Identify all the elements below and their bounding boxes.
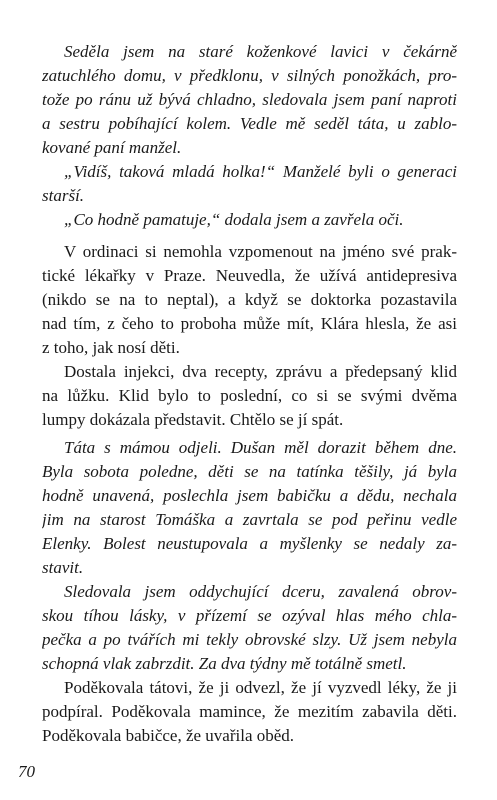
text-line: skou tíhou lásky, v přízemí se ozýval hlas mého chla- [42, 606, 457, 625]
text-line: schopná vlak zabrzdit. Za dva týdny mě totálně smetl. [42, 654, 407, 673]
text-line: Elenky. Bolest neustupovala a myšlenky se nedaly za- [42, 534, 457, 553]
text-line: jim na starost Tomáška a zavrtala se pod peřinu vedle [42, 510, 457, 529]
italic-passage-saturday [42, 436, 457, 676]
italic-passage-waiting-room [42, 40, 457, 232]
text-line: Poděkovala tátovi, že ji odvezl, že jí vyzvedl léky, že ji [64, 678, 457, 697]
text-line: tické lékařky v Praze. Neuvedla, že užívá antidepresiva [42, 266, 457, 285]
text-line: Byla sobota poledne, děti se na tatínka těšily, já byla [42, 462, 457, 481]
text-line: Sledovala jsem oddychující dceru, zavalená obrov- [64, 582, 457, 601]
text-line: nad tím, z čeho to proboha může mít, Klára hlesla, že asi [42, 314, 457, 333]
text-line: „Vidíš, taková mladá holka!“ Manželé byli o generaci [64, 162, 457, 181]
text-line: Seděla jsem na staré koženkové lavici v čekárně [64, 42, 457, 61]
text-line: na lůžku. Klid bylo to poslední, co si se svými dvěma [42, 386, 457, 405]
text-line: starší. [42, 186, 85, 205]
text-line: podpíral. Poděkovala mamince, že mezitím zabavila děti. [42, 702, 457, 721]
text-line: a sestru pobíhající kolem. Vedle mě seděl táta, u zablo- [42, 114, 457, 133]
narrative-passage-doctor [42, 240, 457, 432]
text-line: Dostala injekci, dva recepty, zprávu a předepsaný klid [64, 362, 457, 381]
text-line: (nikdo se na to neptal), a když se doktorka pozastavila [42, 290, 457, 309]
text-line: pečka a po tvářích mi tekly obrovské slzy. Už jsem nebyla [42, 630, 457, 649]
text-line: V ordinaci si nemohla vzpomenout na jméno své prak- [64, 242, 457, 261]
text-line: lumpy dokázala představit. Chtělo se jí spát. [42, 410, 344, 429]
text-line: kované paní manžel. [42, 138, 182, 157]
text-line: Táta s mámou odjeli. Dušan měl dorazit během dne. [64, 438, 457, 457]
text-line: stavit. [42, 558, 84, 577]
text-line: z toho, jak nosí děti. [42, 338, 180, 357]
text-line: tože po ránu už bývá chladno, sledovala jsem paní naproti [42, 90, 457, 109]
text-line: Poděkovala babičce, že uvařila oběd. [42, 726, 295, 745]
narrative-passage-thanks [42, 676, 457, 748]
page-number: 70 [18, 762, 35, 781]
text-line: hodně unavená, poslechla jsem babičku a dědu, nechala [42, 486, 457, 505]
text-line: zatuchlého domu, v předklonu, v silných ponožkách, pro- [42, 66, 457, 85]
text-line: „Co hodně pamatuje,“ dodala jsem a zavřela oči. [64, 210, 404, 229]
